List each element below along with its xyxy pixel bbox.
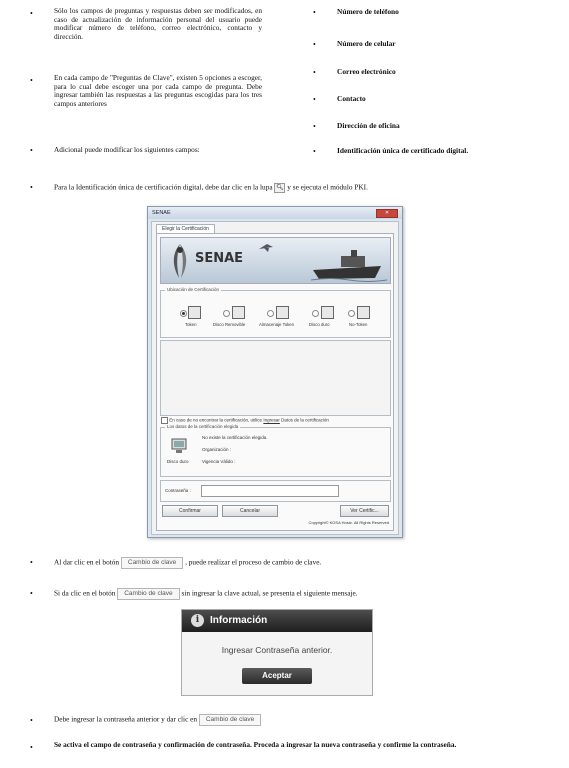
selected-cert-group-label: Los datos de la certificación elegida xyxy=(167,424,239,429)
click2-before: Si da clic en el botón xyxy=(54,588,116,598)
paragraph-click-cambio-3 xyxy=(54,714,261,726)
hard-disk-icon xyxy=(321,306,334,319)
list-item-celular: Número de celular xyxy=(337,39,396,48)
bullet-dot: • xyxy=(30,558,33,567)
certificate-list[interactable] xyxy=(160,340,391,416)
paragraph-click-cambio-2 xyxy=(54,588,358,600)
org-label: Organización : xyxy=(202,447,232,452)
not-found-after: Datos de la certificación xyxy=(281,417,329,423)
paragraph-additional-fields: Adicional puede modificar los siguientes campos: xyxy=(54,145,200,154)
bullet-dot: • xyxy=(30,743,33,752)
list-item-certificado: Identificación única de certificado digital. xyxy=(337,146,469,155)
cert-status: No existe la certificación elegida. xyxy=(202,435,268,440)
bullet-dot: • xyxy=(313,40,316,49)
bullet-dot: • xyxy=(30,146,33,155)
computer-icon xyxy=(171,438,187,454)
info-dialog xyxy=(181,609,373,696)
paragraph-pki xyxy=(54,183,554,193)
list-item-correo: Correo electrónico xyxy=(337,67,396,76)
paragraph-password-activate: Se activa el campo de contraseña y confirmación de contraseña. Proceda a ingresar la nueva contraseña y confirme la contraseña. xyxy=(54,740,457,749)
ship-icon xyxy=(311,248,387,282)
bullet-dot: • xyxy=(313,8,316,17)
radio-no-token[interactable] xyxy=(348,310,355,317)
no-token-icon xyxy=(357,306,370,319)
option-label-disco-duro: Disco duro xyxy=(309,322,330,327)
info-dialog-title: Información xyxy=(210,615,268,626)
radio-disco-removible[interactable] xyxy=(223,310,230,317)
aceptar-button[interactable]: Aceptar xyxy=(242,668,312,684)
paragraph-click-cambio-1 xyxy=(54,557,321,569)
view-certificate-button[interactable]: Ver Certific... xyxy=(340,505,389,517)
cambio-clave-button[interactable]: Cambio de clave xyxy=(121,557,183,569)
confirm-button[interactable]: Confirmar xyxy=(162,505,218,517)
password-field[interactable] xyxy=(201,485,339,497)
info-dialog-message: Ingresar Contraseña anterior. xyxy=(221,645,333,655)
tab-elegir-certificacion[interactable]: Elegir la Certificación xyxy=(156,224,215,234)
not-found-checkbox[interactable] xyxy=(161,417,168,424)
not-found-line xyxy=(161,417,329,424)
option-label-almacenaje: Almacenaje Token xyxy=(259,322,295,327)
radio-token[interactable] xyxy=(180,310,187,317)
bullet-dot: • xyxy=(30,9,33,18)
bullet-dot: • xyxy=(30,183,33,192)
window-titlebar[interactable] xyxy=(148,207,402,219)
option-label-removible: Disco Removible xyxy=(213,322,246,327)
click1-before: Al dar clic en el botón xyxy=(54,557,120,567)
not-found-text: En caso de no encontrar la certificación, utilice xyxy=(169,417,263,423)
option-label-token: Token xyxy=(185,322,197,327)
valid-label: Vigencia Válido : xyxy=(202,459,236,464)
bullet-dot: • xyxy=(30,716,33,725)
paragraph-fields-info: Sólo los campos de preguntas y respuestas deben ser modificados, en caso de actualización de información personal del usuario puede modificar número de teléfono, correo electrónico, contacto y dirección. xyxy=(54,6,262,41)
bullet-dot: • xyxy=(313,68,316,77)
list-item-telefono: Número de teléfono xyxy=(337,7,399,16)
radio-disco-duro[interactable] xyxy=(312,310,319,317)
list-item-contacto: Contacto xyxy=(337,94,366,103)
token-icon xyxy=(188,306,201,319)
location-group-label: Ubicación de Certificación xyxy=(167,287,220,292)
tab-panel xyxy=(156,233,394,531)
selected-cert-group xyxy=(160,424,391,477)
bullet-dot: • xyxy=(313,147,316,156)
paragraph-questions-info: En cada campo de "Preguntas de Clave", existen 5 opciones a escoger, para lo cual debe escoger una por cada campo de pregunta. Debe ingresar también las respuestas a las preguntas escogidas para los tres campos anteriores xyxy=(54,73,262,108)
senae-logo-icon xyxy=(167,242,193,280)
click2-after: sin ingresar la clave actual, se presenta el siguiente mensaje. xyxy=(181,588,358,598)
bullet-dot: • xyxy=(313,122,316,131)
password-group xyxy=(160,480,391,502)
copyright-text: Copyright© KOSA Hostz. All Rights Reserved xyxy=(308,520,389,525)
info-icon: i xyxy=(191,614,204,627)
radio-almacenaje-token[interactable] xyxy=(267,310,274,317)
device-label: Disco duro xyxy=(167,459,189,464)
click1-after: , puede realizar el proceso de cambio de clave. xyxy=(185,557,322,567)
info-dialog-header xyxy=(182,610,372,632)
ingresar-link[interactable]: Ingresar xyxy=(263,417,280,423)
bullet-dot: • xyxy=(30,76,33,85)
pki-text-before: Para la Identificación única de certificación digital, debe dar clic en la lupa xyxy=(54,182,273,192)
bullet-dot: • xyxy=(313,95,316,104)
cambio-clave-button[interactable]: Cambio de clave xyxy=(117,588,179,600)
close-button[interactable]: ✕ xyxy=(376,209,398,218)
location-group xyxy=(160,287,391,338)
senae-banner xyxy=(160,237,391,284)
removable-disk-icon xyxy=(232,306,245,319)
cambio-clave-button[interactable]: Cambio de clave xyxy=(199,714,261,726)
password-label: Contraseña : xyxy=(165,488,191,493)
bullet-dot: • xyxy=(30,589,33,598)
window-body xyxy=(151,221,399,535)
magnifier-icon[interactable]: 🔍︎ xyxy=(276,185,284,191)
plane-icon xyxy=(259,244,273,252)
pki-text-after: y se ejecuta el módulo PKI. xyxy=(287,182,368,192)
window-title: SENAE xyxy=(152,210,171,216)
click3-before: Debe ingresar la contraseña anterior y dar clic en xyxy=(54,714,198,724)
senae-certificate-window xyxy=(147,206,403,538)
brand-name: SENAE xyxy=(195,251,244,266)
option-label-no-token: No-Token xyxy=(349,322,368,327)
storage-token-icon xyxy=(276,306,289,319)
list-item-direccion: Dirección de oficina xyxy=(337,121,400,130)
cancel-button[interactable]: Cancelar xyxy=(222,505,278,517)
